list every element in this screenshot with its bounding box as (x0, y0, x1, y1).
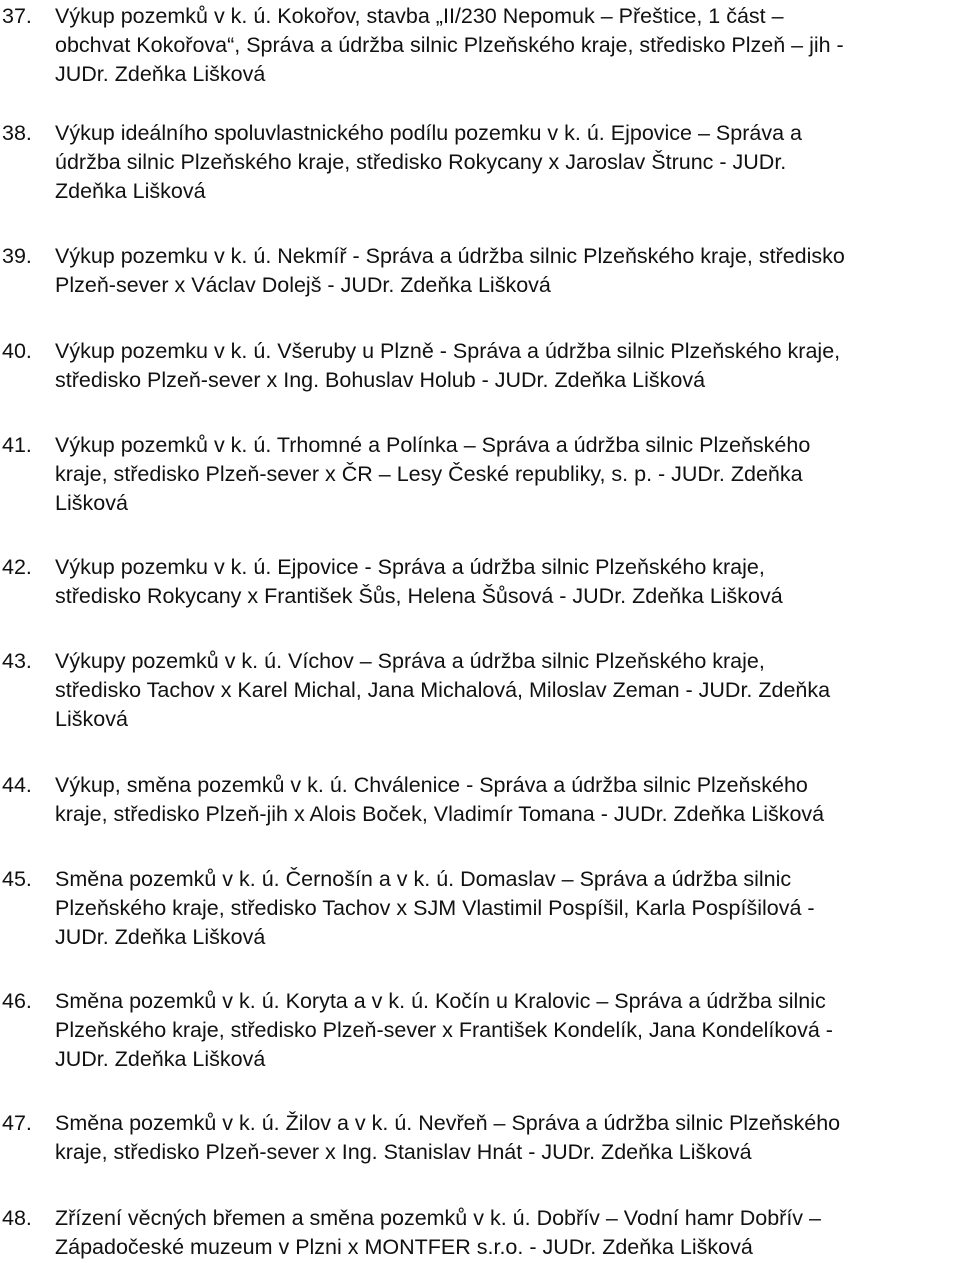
list-item (0, 771, 960, 829)
item-text: Směna pozemků v k. ú. Žilov a v k. ú. Nevřeň – Správa a údržba silnic Plzeňského kraje, středisko Plzeň-sever x Ing. Stanislav Hnát - JUDr. Zdeňka Lišková (55, 1111, 841, 1164)
item-text: Výkupy pozemků v k. ú. Víchov – Správa a údržba silnic Plzeňského kraje, středisko Tachov x Karel Michal, Jana Michalová, Miloslav Zeman - JUDr. Zdeňka Lišková (55, 649, 831, 731)
item-number: 47. (2, 1111, 32, 1135)
item-text: Zřízení věcných břemen a směna pozemků v k. ú. Dobřív – Vodní hamr Dobřív – Západočeské muzeum v Plzni x MONTFER s.r.o. - JUDr. Zdeňka Lišková (55, 1206, 821, 1259)
item-number: 38. (2, 121, 32, 145)
list-item (0, 242, 960, 300)
list-item (0, 1204, 960, 1262)
list-item (0, 431, 960, 518)
item-text: Výkup pozemku v k. ú. Všeruby u Plzně - Správa a údržba silnic Plzeňského kraje, středisko Plzeň-sever x Ing. Bohuslav Holub - JUDr. Zdeňka Lišková (55, 339, 841, 392)
list-item (0, 647, 960, 734)
item-text: Výkup pozemku v k. ú. Nekmíř - Správa a údržba silnic Plzeňského kraje, středisko Plzeň-sever x Václav Dolejš - JUDr. Zdeňka Lišková (55, 244, 845, 297)
item-text: Výkup pozemků v k. ú. Trhomné a Polínka – Správa a údržba silnic Plzeňského kraje, středisko Plzeň-sever x ČR – Lesy České republiky, s. p. - JUDr. Zdeňka Lišková (55, 433, 811, 515)
list-item (0, 2, 960, 89)
item-number: 41. (2, 433, 32, 457)
item-number: 37. (2, 4, 32, 28)
list-item (0, 119, 960, 206)
list-item (0, 865, 960, 952)
item-number: 46. (2, 989, 32, 1013)
list-item (0, 1109, 960, 1167)
item-number: 44. (2, 773, 32, 797)
item-text: Výkup pozemků v k. ú. Kokořov, stavba „II/230 Nepomuk – Přeštice, 1 část – obchvat Kokořova“, Správa a údržba silnic Plzeňského kraje, středisko Plzeň – jih - JUDr. Zdeňka Lišková (55, 4, 844, 86)
item-number: 48. (2, 1206, 32, 1230)
item-number: 43. (2, 649, 32, 673)
item-number: 40. (2, 339, 32, 363)
list-item (0, 553, 960, 611)
item-text: Výkup, směna pozemků v k. ú. Chválenice - Správa a údržba silnic Plzeňského kraje, středisko Plzeň-jih x Alois Boček, Vladimír Tomana - JUDr. Zdeňka Lišková (55, 773, 825, 826)
item-number: 42. (2, 555, 32, 579)
item-text: Výkup ideálního spoluvlastnického podílu pozemku v k. ú. Ejpovice – Správa a údržba silnic Plzeňského kraje, středisko Rokycany x Jaroslav Štrunc - JUDr. Zdeňka Lišková (55, 121, 802, 203)
item-text: Směna pozemků v k. ú. Černošín a v k. ú. Domaslav – Správa a údržba silnic Plzeňského kraje, středisko Tachov x SJM Vlastimil Pospíšil, Karla Pospíšilová - JUDr. Zdeňka Lišková (55, 867, 815, 949)
item-text: Směna pozemků v k. ú. Koryta a v k. ú. Kočín u Kralovic – Správa a údržba silnic Plzeňského kraje, středisko Plzeň-sever x František Kondelík, Jana Kondelíková - JUDr. Zdeňka Lišková (55, 989, 833, 1071)
list-item (0, 337, 960, 395)
item-number: 39. (2, 244, 32, 268)
list-item (0, 987, 960, 1074)
item-text: Výkup pozemku v k. ú. Ejpovice - Správa a údržba silnic Plzeňského kraje, středisko Rokycany x František Šůs, Helena Šůsová - JUDr. Zdeňka Lišková (55, 555, 783, 608)
item-number: 45. (2, 867, 32, 891)
